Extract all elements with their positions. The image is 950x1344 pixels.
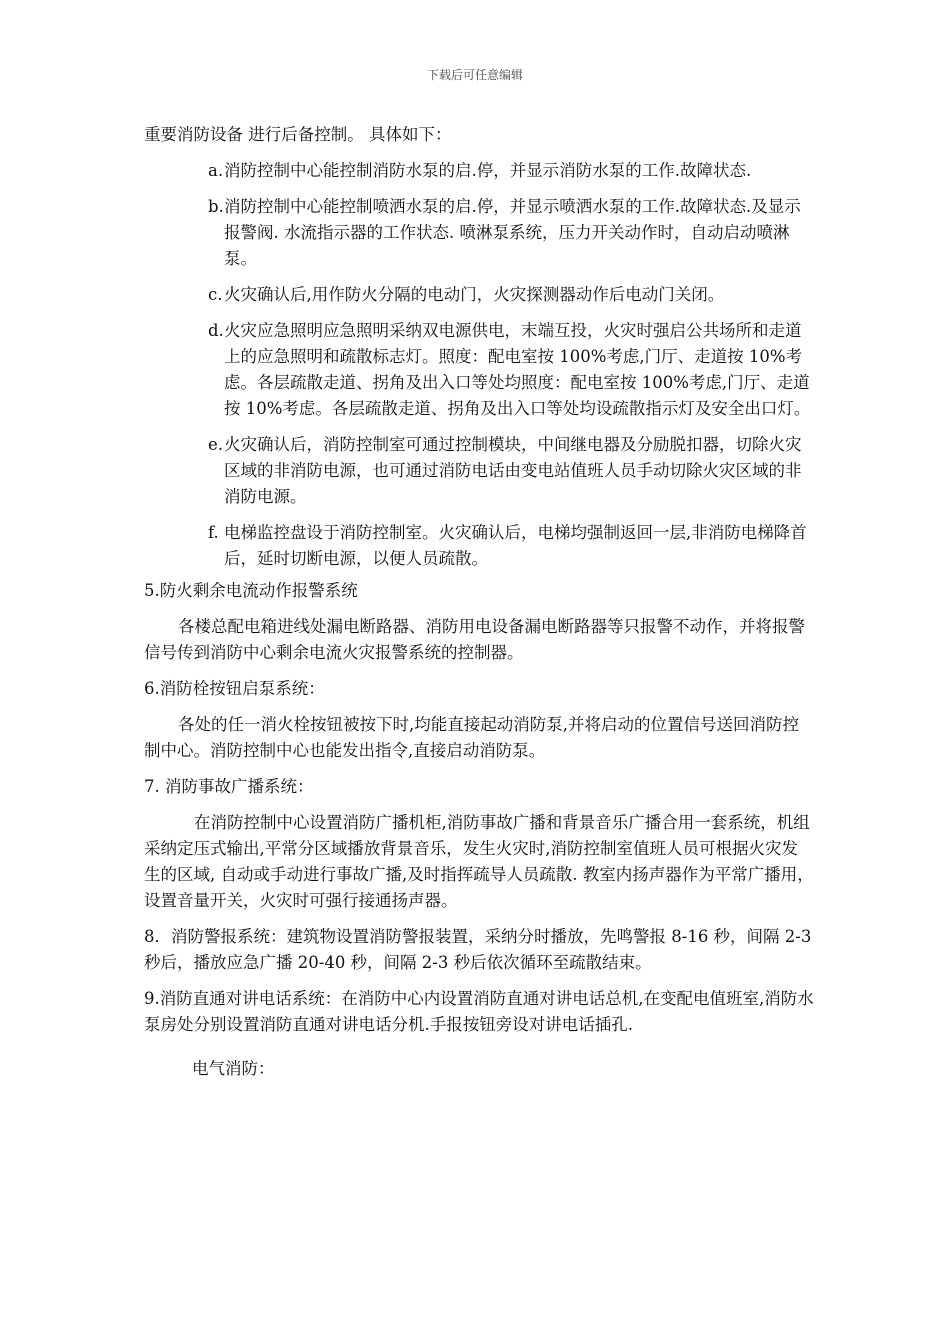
list-item	[144, 194, 814, 272]
section-7-title: 7. 消防事故广播系统：	[144, 777, 314, 796]
section-5-title: 5.防火剩余电流动作报警系统	[144, 581, 358, 600]
list-item-text: 消防控制中心能控制喷洒水泵的启.停，并显示喷洒水泵的工作.故障状态.及显示报警阀. 水流指示器的工作状态. 喷淋泵系统，压力开关动作时，自动启动喷淋泵。	[224, 197, 801, 268]
list-item-text: 电梯监控盘设于消防控制室。火灾确认后，电梯均强制返回一层,非消防电梯降首后，延时切断电源，以便人员疏散。	[224, 523, 807, 568]
section-6-body: 各处的任一消火栓按钮被按下时,均能直接起动消防泵,并将启动的位置信号送回消防控制中心。消防控制中心也能发出指令,直接启动消防泵。	[144, 715, 799, 760]
section-7-body: 在消防控制中心设置消防广播机柜,消防事故广播和背景音乐广播合用一套系统，机组采纳定压式输出,平常分区域播放背景音乐，发生火灾时,消防控制室值班人员可根据火灾发生的区域, 自动或手动进行事故广播,及时指挥疏导人员疏散. 教室内扬声器作为平常广播用，设置音量开关，火灾时可强行接通扬声器。	[144, 813, 814, 910]
electrical-fire-heading: 电气消防：	[192, 1059, 275, 1078]
list-item-text: 火灾确认后，消防控制室可通过控制模块，中间继电器及分励脱扣器，切除火灾区域的非消防电源，也可通过消防电话由变电站值班人员手动切除火灾区域的非消防电源。	[224, 435, 802, 506]
list-marker: c.	[208, 285, 223, 304]
list-marker: f.	[208, 523, 219, 542]
intro-paragraph: 重要消防设备 进行后备控制。 具体如下：	[144, 125, 452, 144]
list-marker: b.	[208, 197, 224, 216]
list-marker: d.	[208, 321, 224, 340]
list-item-text: 火灾应急照明应急照明采纳双电源供电，末端互投，火灾时强启公共场所和走道上的应急照明和疏散标志灯。照度：配电室按 100%考虑,门厅、走道按 10%考虑。各层疏散走道、拐角及出入口等处均照度：配电室按 100%考虑,门厅、走道按 10%考虑。各层疏散走道、拐角及出入口等处均设疏散指示灯及安全出口灯。	[224, 321, 811, 418]
list-marker: a.	[208, 161, 224, 180]
section-6-title: 6.消防栓按钮启泵系统：	[144, 679, 325, 698]
list-item	[144, 318, 814, 422]
section-9-paragraph: 9.消防直通对讲电话系统：在消防中心内设置消防直通对讲电话总机,在变配电值班室,消防水泵房处分别设置消防直通对讲电话分机.手报按钮旁设对讲电话插孔.	[144, 989, 814, 1034]
list-item	[144, 158, 814, 184]
page-header: 下载后可任意编辑	[426, 68, 523, 82]
list-marker: e.	[208, 435, 224, 454]
list-item	[144, 432, 814, 510]
list-item	[144, 282, 814, 308]
section-5-body: 各楼总配电箱进线处漏电断路器、消防用电设备漏电断路器等只报警不动作，并将报警信号传到消防中心剩余电流火灾报警系统的控制器。	[144, 617, 805, 662]
document-body	[144, 122, 814, 1082]
list-item	[144, 520, 814, 572]
section-8-paragraph: 8．消防警报系统：建筑物设置消防警报装置，采纳分时播放，先鸣警报 8-16 秒，间隔 2-3 秒后，播放应急广播 20-40 秒，间隔 2-3 秒后依次循环至疏散结束。	[144, 927, 812, 972]
list-item-text: 火灾确认后,用作防火分隔的电动门，火灾探测器动作后电动门关闭。	[224, 285, 725, 304]
list-item-text: 消防控制中心能控制消防水泵的启.停，并显示消防水泵的工作.故障状态.	[224, 161, 752, 180]
